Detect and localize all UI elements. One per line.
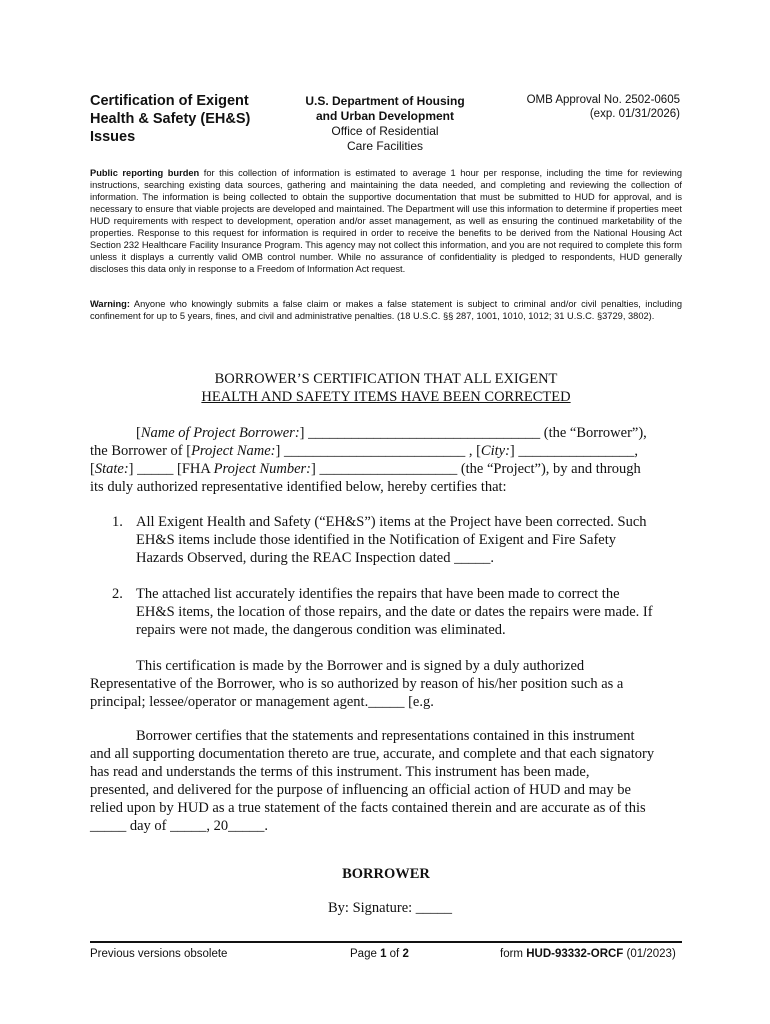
list-item-number: 2. (112, 586, 123, 602)
omb-expiration: (exp. 01/31/2026) (589, 108, 680, 120)
state-field-label: State: (94, 461, 129, 477)
list-item-number: 1. (112, 514, 123, 530)
certification-title-line1: BORROWER’S CERTIFICATION THAT ALL EXIGENT (214, 371, 558, 387)
burden-lead: Public reporting burden (90, 168, 200, 178)
certification-statement-paragraph: Borrower certifies that the statements and representations contained in this instrument and all supporting documentation thereto are true, accurate, and complete and that each signatory has read and understands the terms of this instrument. This instrument has been made, presented, and delivered for the purpose of influencing an official action of HUD and may be relied upon by HUD as a true statement of the facts contained therein and are accurate as of this _____ day of _____, 20_____. (90, 728, 655, 834)
list-item-text: All Exigent Health and Safety (“EH&S”) items at the Project have been corrected. Such EH&S items include those identified in the Notification of Exigent and Fire Safety Hazards Observed, during the REAC Inspection dated _____. (136, 514, 647, 566)
project-name-field-label: Project Name: (191, 443, 276, 459)
warning-statement (90, 298, 682, 322)
authorization-paragraph: This certification is made by the Borrower and is signed by a duly authorized Representative of the Borrower, who is so authorized by reason of his/her position such as a principal; lessee/operator or management agent._____ [e.g. (90, 658, 624, 710)
total-pages: 2 (402, 948, 409, 960)
agency-block (290, 94, 480, 154)
list-item-text: The attached list accurately identifies the repairs that have been made to correct the EH&S items, the location of those repairs, and the date or dates the repairs were made. If repairs were not made, the dangerous condition was eliminated. (136, 586, 653, 638)
burden-text: for this collection of information is estimated to average 1 hour per response, including the time for reviewing instructions, searching existing data sources, gathering and maintaining the data needed, and completing and reviewing the collection of information. The information is being collected to obtain the supportive documentation that must be submitted to HUD for approval, and is necessary to ensure that viable projects are developed and maintained. The Department will use this information to determine if properties meet HUD requirements with respect to development, operation and/or asset management, as well as ensuring the continued marketability of the properties. Response to this request for information is required in order to receive the benefits to be derived from the National Housing Act Section 232 Healthcare Facility Insurance Program. This agency may not collect this information, and you are not required to complete this form unless it displays a currently valid OMB control number. While no assurance of confidentiality is pledged to respondents, HUD generally discloses this data only in response to a Freedom of Information Act request. (90, 168, 682, 274)
intro-line: [Name of Project Borrower:] ________________________________ (the “Borrower”), (136, 425, 647, 441)
office-name-line: Care Facilities (346, 139, 424, 153)
title-line: Health & Safety (EH&S) (90, 111, 251, 127)
signature-line[interactable]: By: Signature: _____ (328, 900, 453, 916)
intro-line: its duly authorized representative identified below, hereby certifies that: (90, 479, 507, 495)
certification-title-line2: HEALTH AND SAFETY ITEMS HAVE BEEN CORRECTED (201, 389, 571, 405)
borrower-heading: BORROWER (342, 866, 430, 882)
warning-text: Anyone who knowingly submits a false claim or makes a false statement is subject to criminal and/or civil penalties, including confinement for up to 5 years, fines, and civil and administrative penalties. (18 U.S.C. §§ 287, 1001, 1010, 1012; 31 U.S.C. §3729, 3802). (90, 299, 682, 321)
form-id: HUD-93332-ORCF (526, 948, 624, 960)
intro-line: the Borrower of [Project Name:] _________________________ , [City:] ________________, (90, 443, 639, 459)
form-number: form HUD-93332-ORCF (01/2023) (500, 948, 676, 960)
borrower-name-field-label: Name of Project Borrower: (140, 425, 300, 441)
omb-number: OMB Approval No. 2502-0605 (526, 94, 680, 106)
intro-line: [State:] _____ [FHA Project Number:] ___________________ (the “Project”), by and through (90, 461, 641, 477)
intro-paragraph (90, 424, 682, 496)
certification-title (90, 370, 682, 406)
page-number: Page 1 of 2 (350, 948, 409, 960)
agency-name-line: U.S. Department of Housing (305, 94, 465, 108)
footer-divider (90, 941, 682, 943)
agency-name-line: and Urban Development (315, 109, 455, 123)
title-line: Certification of Exigent (90, 93, 249, 109)
document-title (90, 92, 290, 146)
office-name-line: Office of Residential (331, 124, 439, 138)
warning-lead: Warning: (90, 299, 130, 309)
city-field-label: City: (480, 443, 510, 459)
current-page: 1 (380, 948, 387, 960)
title-line: Issues (90, 129, 136, 145)
project-number-field-label: Project Number: (213, 461, 311, 477)
omb-approval (500, 93, 680, 121)
footer-versions-note: Previous versions obsolete (90, 948, 228, 960)
public-reporting-burden (90, 167, 682, 275)
